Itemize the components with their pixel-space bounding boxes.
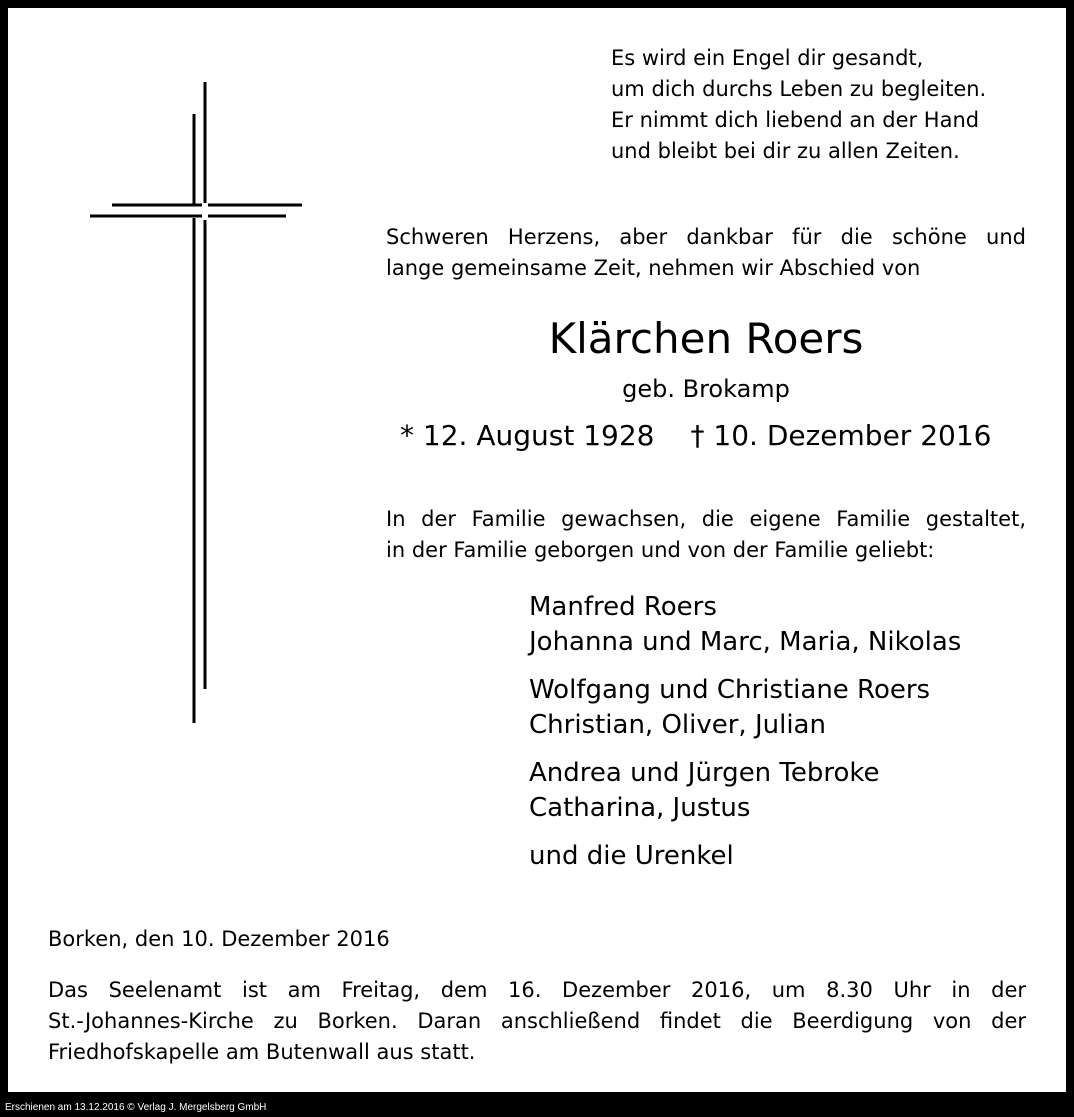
cross-icon [90, 82, 305, 725]
mourner-line: Andrea und Jürgen Tebroke [529, 758, 880, 788]
service-notice [48, 975, 1026, 1068]
family-intro-line: in der Familie geborgen und von der Familie geliebt: [386, 538, 935, 562]
mourner-line: Catharina, Justus [529, 793, 751, 823]
mourners-list [529, 590, 961, 887]
family-intro [386, 504, 1026, 566]
life-dates [400, 417, 991, 455]
mourner-group [529, 590, 961, 660]
poem-line: und bleibt bei dir zu allen Zeiten. [611, 139, 960, 163]
farewell-intro [386, 222, 1026, 284]
mourner-line: Christian, Oliver, Julian [529, 710, 826, 740]
mourner-line: Johanna und Marc, Maria, Nikolas [529, 627, 962, 657]
maiden-name: geb. Brokamp [622, 375, 790, 403]
mourner-group [529, 673, 961, 743]
death-date: † 10. Dezember 2016 [690, 419, 992, 452]
place-date: Borken, den 10. Dezember 2016 [48, 927, 390, 951]
intro-line: lange gemeinsame Zeit, nehmen wir Abschied von [386, 256, 921, 280]
poem-line: Es wird ein Engel dir gesandt, [611, 46, 924, 70]
poem [611, 43, 986, 167]
publication-credit: Erschienen am 13.12.2016 © Verlag J. Mergelsberg GmbH [5, 1102, 267, 1113]
mourner-line: und die Urenkel [529, 841, 734, 871]
notice-line: Das Seelenamt ist am Freitag, dem 16. Dezember 2016, um 8.30 Uhr in der [48, 978, 1026, 1002]
mourner-group [529, 756, 961, 826]
family-intro-line: In der Familie gewachsen, die eigene Familie gestaltet, [386, 507, 1026, 531]
deceased-name: Klärchen Roers [548, 314, 864, 363]
notice-line: Friedhofskapelle am Butenwall aus statt. [48, 1040, 476, 1064]
birth-date: * 12. August 1928 [400, 419, 655, 452]
intro-line: Schweren Herzens, aber dankbar für die schöne und [386, 225, 1026, 249]
mourner-line: Wolfgang und Christiane Roers [529, 675, 931, 705]
mourner-line: Manfred Roers [529, 592, 717, 622]
notice-line: St.-Johannes-Kirche zu Borken. Daran anschließend findet die Beerdigung von der [48, 1009, 1026, 1033]
poem-line: um dich durchs Leben zu begleiten. [611, 77, 987, 101]
mourner-group [529, 839, 961, 874]
poem-line: Er nimmt dich liebend an der Hand [611, 108, 980, 132]
